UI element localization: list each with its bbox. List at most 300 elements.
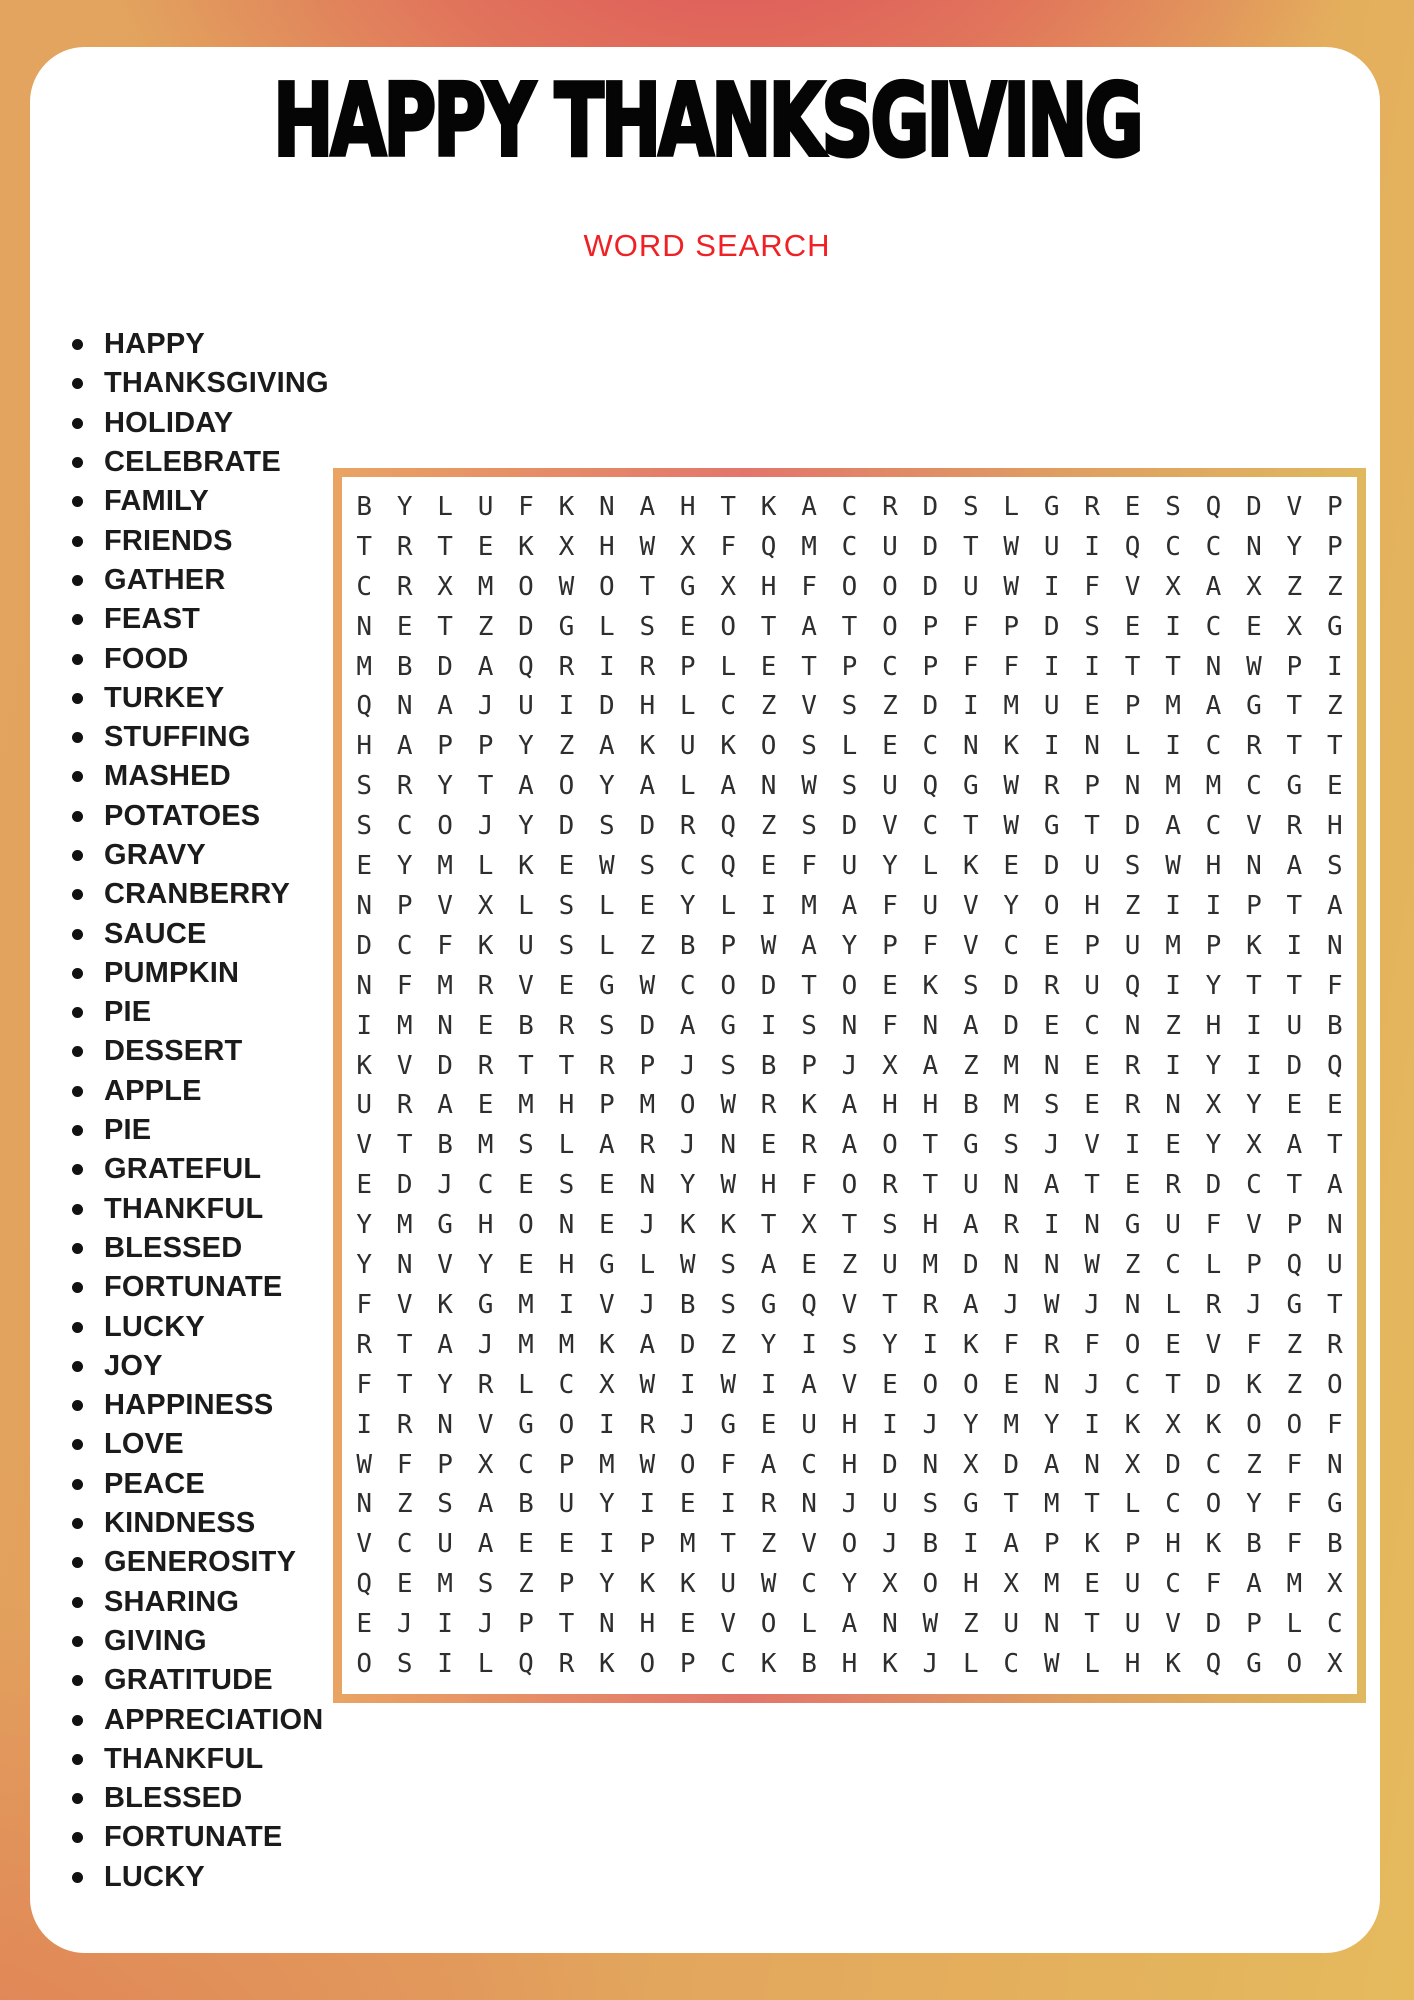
grid-letter: C — [1205, 531, 1222, 562]
grid-letter: Y — [1205, 1050, 1222, 1081]
grid-letter: A — [801, 491, 817, 522]
grid-letter: S — [801, 1010, 817, 1041]
grid-letter: P — [1246, 890, 1262, 921]
grid-letter: U — [1286, 1010, 1303, 1041]
grid-letter: F — [720, 531, 736, 562]
grid-letter: A — [720, 771, 736, 802]
grid-letter: V — [962, 930, 979, 961]
word-label: PEACE — [104, 1467, 205, 1500]
grid-letter: W — [760, 1569, 777, 1600]
grid-letter: W — [558, 571, 575, 602]
grid-letter: B — [679, 930, 696, 961]
word-list-item — [72, 1779, 329, 1818]
grid-letter: I — [882, 1409, 898, 1440]
word-label: CRANBERRY — [104, 878, 291, 911]
grid-letter: V — [1246, 811, 1262, 842]
grid-letter: H — [639, 691, 656, 722]
grid-letter: W — [1043, 1649, 1060, 1680]
word-label: DESSERT — [104, 1035, 243, 1068]
word-list-item — [72, 1347, 329, 1386]
grid-letter: E — [396, 1569, 413, 1600]
grid-letter: I — [1205, 890, 1222, 921]
word-label: THANKFUL — [104, 1742, 264, 1775]
grid-letter: E — [760, 1130, 777, 1161]
grid-letter: H — [558, 1250, 575, 1281]
grid-letter: A — [922, 1050, 939, 1081]
grid-letter: O — [882, 571, 898, 602]
bullet-icon — [72, 1518, 83, 1529]
grid-letter: I — [1084, 531, 1100, 562]
grid-letter: W — [1165, 851, 1181, 882]
grid-letter: H — [841, 1449, 858, 1480]
grid-letter: P — [477, 731, 494, 762]
grid-letter: S — [558, 1170, 575, 1201]
grid-letter: M — [558, 1329, 575, 1360]
grid-letter: O — [922, 1369, 939, 1400]
grid-row — [344, 966, 1355, 1006]
grid-letter: T — [639, 571, 656, 602]
grid-letter: N — [599, 491, 615, 522]
grid-letter: S — [720, 1289, 736, 1320]
grid-letter: V — [1165, 1609, 1181, 1640]
grid-letter: W — [1246, 651, 1262, 682]
grid-letter: A — [679, 1010, 696, 1041]
grid-letter: E — [1043, 1010, 1060, 1041]
grid-letter: U — [356, 1090, 373, 1121]
word-label: FORTUNATE — [104, 1271, 283, 1304]
grid-letter: R — [396, 771, 413, 802]
grid-letter: Q — [518, 651, 534, 682]
word-label: THANKFUL — [104, 1192, 264, 1225]
word-list-item — [72, 364, 329, 403]
grid-row — [344, 487, 1355, 527]
grid-letter: E — [1124, 1170, 1141, 1201]
grid-letter: L — [1124, 731, 1141, 762]
grid-letter: T — [396, 1369, 413, 1400]
grid-letter: A — [599, 731, 615, 762]
grid-letter: Z — [1124, 1250, 1141, 1281]
grid-letter: S — [639, 611, 656, 642]
grid-letter: W — [679, 1250, 696, 1281]
grid-letter: Z — [518, 1569, 534, 1600]
bullet-icon — [72, 1046, 83, 1057]
grid-letter: R — [477, 1050, 494, 1081]
grid-letter: U — [882, 771, 898, 802]
grid-letter: N — [639, 1170, 656, 1201]
grid-letter: E — [1286, 1090, 1303, 1121]
grid-letter: S — [1326, 851, 1343, 882]
grid-letter: Q — [801, 1289, 817, 1320]
grid-letter: U — [1124, 1569, 1141, 1600]
grid-letter: M — [1043, 1569, 1060, 1600]
grid-letter: N — [1043, 1050, 1060, 1081]
grid-letter: Z — [841, 1250, 858, 1281]
grid-letter: R — [1043, 1329, 1060, 1360]
grid-letter: F — [518, 491, 534, 522]
grid-letter: D — [679, 1329, 696, 1360]
grid-letter: Y — [882, 1329, 898, 1360]
grid-letter: H — [1205, 851, 1222, 882]
grid-letter: I — [1084, 1409, 1100, 1440]
grid-letter: H — [882, 1090, 898, 1121]
grid-letter: C — [1205, 611, 1222, 642]
grid-letter: W — [1003, 771, 1020, 802]
grid-letter: N — [437, 1409, 453, 1440]
grid-letter: W — [720, 1369, 736, 1400]
grid-letter: X — [599, 1369, 615, 1400]
grid-letter: R — [396, 531, 413, 562]
grid-letter: I — [1165, 890, 1181, 921]
grid-letter: P — [1326, 491, 1343, 522]
grid-letter: L — [1165, 1289, 1181, 1320]
grid-letter: V — [1205, 1329, 1222, 1360]
grid-letter: R — [558, 651, 575, 682]
grid-letter: T — [1084, 1609, 1100, 1640]
grid-letter: M — [396, 1210, 413, 1241]
grid-letter: N — [922, 1010, 939, 1041]
grid-row — [344, 1165, 1355, 1205]
grid-letter: C — [801, 1569, 817, 1600]
grid-letter: E — [679, 1489, 696, 1520]
grid-letter: P — [558, 1449, 575, 1480]
grid-letter: P — [679, 651, 696, 682]
grid-letter: X — [882, 1050, 898, 1081]
grid-letter: X — [1326, 1569, 1343, 1600]
bullet-icon — [72, 1715, 83, 1726]
letter-grid — [342, 477, 1357, 1694]
grid-letter: F — [1286, 1449, 1303, 1480]
grid-letter: N — [760, 771, 777, 802]
grid-letter: D — [1286, 1050, 1303, 1081]
grid-letter: H — [558, 1090, 575, 1121]
grid-letter: H — [599, 531, 615, 562]
grid-letter: O — [922, 1569, 939, 1600]
grid-letter: B — [760, 1050, 777, 1081]
grid-letter: O — [1326, 1369, 1343, 1400]
grid-row — [344, 1644, 1355, 1684]
grid-letter: R — [558, 1649, 575, 1680]
grid-letter: U — [882, 1250, 898, 1281]
word-label: THANKSGIVING — [104, 367, 329, 400]
grid-letter: R — [356, 1329, 373, 1360]
grid-letter: H — [679, 491, 696, 522]
grid-letter: E — [639, 890, 656, 921]
grid-letter: I — [922, 1329, 939, 1360]
grid-letter: E — [558, 851, 575, 882]
grid-letter: T — [720, 1529, 736, 1560]
grid-row — [344, 1285, 1355, 1325]
grid-letter: A — [801, 1369, 817, 1400]
grid-letter: Q — [760, 531, 777, 562]
grid-letter: O — [882, 1130, 898, 1161]
grid-letter: R — [1205, 1289, 1222, 1320]
grid-letter: P — [1124, 1529, 1141, 1560]
grid-letter: K — [599, 1649, 615, 1680]
grid-letter: I — [558, 691, 575, 722]
bullet-icon — [72, 850, 83, 861]
grid-letter: T — [1326, 1130, 1343, 1161]
grid-letter: J — [679, 1409, 696, 1440]
grid-letter: B — [922, 1529, 939, 1560]
grid-letter: P — [558, 1569, 575, 1600]
grid-letter: Z — [760, 1529, 777, 1560]
grid-letter: T — [962, 531, 979, 562]
grid-letter: D — [639, 811, 656, 842]
grid-letter: E — [477, 1010, 494, 1041]
grid-letter: W — [720, 1170, 736, 1201]
grid-letter: Y — [437, 1369, 453, 1400]
grid-letter: V — [437, 890, 453, 921]
grid-letter: N — [1165, 1090, 1181, 1121]
word-label: TURKEY — [104, 681, 225, 714]
grid-letter: O — [356, 1649, 373, 1680]
grid-row — [344, 1524, 1355, 1564]
grid-letter: O — [437, 811, 453, 842]
grid-letter: B — [1246, 1529, 1262, 1560]
grid-letter: O — [962, 1369, 979, 1400]
grid-letter: I — [801, 1329, 817, 1360]
grid-letter: N — [962, 731, 979, 762]
grid-letter: F — [1286, 1489, 1303, 1520]
grid-letter: P — [1326, 531, 1343, 562]
grid-letter: N — [1326, 930, 1343, 961]
word-list-item — [72, 1622, 329, 1661]
grid-letter: J — [841, 1050, 858, 1081]
grid-letter: F — [396, 970, 413, 1001]
grid-letter: C — [1165, 1489, 1181, 1520]
grid-letter: K — [760, 1649, 777, 1680]
grid-letter: A — [962, 1289, 979, 1320]
grid-letter: D — [396, 1170, 413, 1201]
grid-letter: B — [518, 1010, 534, 1041]
word-list-item — [72, 1740, 329, 1779]
grid-letter: X — [477, 890, 494, 921]
grid-letter: E — [760, 651, 777, 682]
grid-letter: U — [1165, 1210, 1181, 1241]
grid-letter: Y — [1205, 1130, 1222, 1161]
grid-letter: M — [679, 1529, 696, 1560]
grid-letter: E — [1084, 1569, 1100, 1600]
grid-letter: M — [922, 1250, 939, 1281]
grid-letter: A — [841, 1090, 858, 1121]
grid-letter: S — [1043, 1090, 1060, 1121]
grid-row — [344, 687, 1355, 727]
grid-letter: F — [801, 851, 817, 882]
grid-letter: M — [1003, 1090, 1020, 1121]
grid-letter: A — [477, 1529, 494, 1560]
grid-letter: E — [599, 1170, 615, 1201]
grid-letter: E — [1003, 1369, 1020, 1400]
grid-letter: M — [437, 851, 453, 882]
grid-letter: M — [396, 1010, 413, 1041]
word-label: KINDNESS — [104, 1507, 256, 1540]
grid-letter: R — [1124, 1050, 1141, 1081]
word-list-item — [72, 1818, 329, 1857]
grid-letter: I — [1124, 1130, 1141, 1161]
grid-letter: W — [356, 1449, 373, 1480]
word-list-item — [72, 914, 329, 953]
grid-letter: C — [922, 811, 939, 842]
grid-letter: T — [1286, 731, 1303, 762]
grid-letter: Y — [599, 771, 615, 802]
grid-letter: S — [841, 691, 858, 722]
grid-row — [344, 766, 1355, 806]
grid-letter: D — [1165, 1449, 1181, 1480]
grid-letter: P — [396, 890, 413, 921]
word-label: MASHED — [104, 760, 231, 793]
bullet-icon — [72, 1439, 83, 1450]
grid-letter: T — [882, 1289, 898, 1320]
bullet-icon — [72, 811, 83, 822]
grid-letter: L — [962, 1649, 979, 1680]
grid-letter: D — [1003, 1010, 1020, 1041]
bullet-icon — [72, 1675, 83, 1686]
grid-letter: V — [396, 1050, 413, 1081]
grid-letter: U — [922, 890, 939, 921]
grid-letter: R — [1003, 1210, 1020, 1241]
grid-letter: S — [356, 771, 373, 802]
grid-letter: T — [1165, 651, 1181, 682]
grid-letter: H — [1084, 890, 1100, 921]
grid-letter: R — [882, 491, 898, 522]
word-list-item — [72, 993, 329, 1032]
grid-letter: A — [639, 771, 656, 802]
word-label: LUCKY — [104, 1860, 205, 1893]
grid-letter: W — [639, 1369, 656, 1400]
grid-letter: N — [437, 1010, 453, 1041]
grid-letter: T — [760, 1210, 777, 1241]
grid-letter: M — [1003, 691, 1020, 722]
grid-letter: V — [1084, 1130, 1100, 1161]
word-label: GENEROSITY — [104, 1546, 297, 1579]
grid-letter: H — [1124, 1649, 1141, 1680]
grid-letter: Q — [1124, 970, 1141, 1001]
grid-letter: B — [801, 1649, 817, 1680]
bullet-icon — [72, 378, 83, 389]
grid-letter: D — [558, 811, 575, 842]
grid-letter: I — [1165, 1050, 1181, 1081]
grid-letter: V — [1286, 491, 1303, 522]
grid-letter: M — [518, 1329, 534, 1360]
grid-letter: Y — [841, 930, 858, 961]
grid-letter: Q — [1205, 491, 1222, 522]
grid-letter: T — [437, 531, 453, 562]
grid-letter: A — [760, 1250, 777, 1281]
grid-letter: F — [1205, 1210, 1222, 1241]
grid-letter: R — [639, 1130, 656, 1161]
grid-letter: P — [1286, 651, 1303, 682]
grid-letter: M — [356, 651, 373, 682]
grid-letter: N — [720, 1130, 736, 1161]
grid-letter: J — [679, 1130, 696, 1161]
grid-letter: I — [679, 1369, 696, 1400]
grid-letter: Z — [1286, 1369, 1303, 1400]
grid-letter: D — [922, 531, 939, 562]
grid-letter: N — [1205, 651, 1222, 682]
grid-letter: R — [477, 970, 494, 1001]
grid-letter: M — [518, 1090, 534, 1121]
grid-letter: L — [518, 1369, 534, 1400]
grid-letter: P — [1124, 691, 1141, 722]
grid-letter: W — [639, 970, 656, 1001]
grid-letter: V — [477, 1409, 494, 1440]
grid-letter: A — [760, 1449, 777, 1480]
grid-letter: H — [356, 731, 373, 762]
grid-letter: O — [558, 1409, 575, 1440]
grid-letter: I — [356, 1409, 373, 1440]
grid-letter: D — [639, 1010, 656, 1041]
grid-letter: E — [1165, 1130, 1181, 1161]
word-list-item — [72, 718, 329, 757]
grid-letter: V — [396, 1289, 413, 1320]
grid-letter: T — [801, 651, 817, 682]
grid-letter: I — [437, 1649, 453, 1680]
bullet-icon — [72, 1754, 83, 1765]
grid-letter: E — [518, 1529, 534, 1560]
grid-letter: J — [1246, 1289, 1262, 1320]
grid-letter: V — [599, 1289, 615, 1320]
grid-letter: G — [679, 571, 696, 602]
grid-letter: O — [720, 970, 736, 1001]
grid-letter: P — [1246, 1250, 1262, 1281]
grid-letter: P — [1286, 1210, 1303, 1241]
grid-letter: N — [841, 1010, 858, 1041]
grid-letter: K — [962, 851, 979, 882]
grid-letter: O — [1286, 1649, 1303, 1680]
grid-letter: Z — [1326, 571, 1343, 602]
grid-letter: O — [760, 731, 777, 762]
word-label: FRIENDS — [104, 524, 233, 557]
grid-letter: T — [1286, 691, 1303, 722]
grid-letter: N — [1124, 1289, 1141, 1320]
grid-letter: F — [801, 1170, 817, 1201]
grid-letter: A — [437, 691, 453, 722]
grid-letter: Z — [962, 1609, 979, 1640]
grid-letter: R — [1043, 771, 1060, 802]
grid-letter: E — [882, 1369, 898, 1400]
grid-letter: R — [1084, 491, 1100, 522]
grid-letter: A — [477, 1489, 494, 1520]
word-label: LUCKY — [104, 1310, 205, 1343]
grid-letter: T — [1084, 1170, 1100, 1201]
grid-letter: L — [599, 890, 615, 921]
grid-letter: V — [841, 1289, 858, 1320]
grid-letter: Y — [679, 890, 696, 921]
grid-letter: K — [720, 1210, 736, 1241]
word-label: SHARING — [104, 1585, 240, 1618]
grid-letter: S — [882, 1210, 898, 1241]
bullet-icon — [72, 889, 83, 900]
grid-letter: S — [720, 1050, 736, 1081]
grid-letter: P — [841, 651, 858, 682]
grid-letter: K — [679, 1569, 696, 1600]
grid-letter: O — [1124, 1329, 1141, 1360]
page-subtitle: WORD SEARCH — [583, 228, 831, 263]
grid-letter: Z — [1165, 1010, 1181, 1041]
grid-letter: A — [1165, 811, 1181, 842]
word-list-item — [72, 521, 329, 560]
grid-letter: H — [477, 1210, 494, 1241]
grid-letter: C — [801, 1449, 817, 1480]
word-list-item — [72, 561, 329, 600]
grid-letter: P — [437, 1449, 453, 1480]
grid-letter: Q — [356, 1569, 373, 1600]
grid-letter: U — [518, 930, 534, 961]
grid-letter: C — [922, 731, 939, 762]
grid-letter: V — [882, 811, 898, 842]
grid-letter: I — [599, 1529, 615, 1560]
bullet-icon — [72, 496, 83, 507]
